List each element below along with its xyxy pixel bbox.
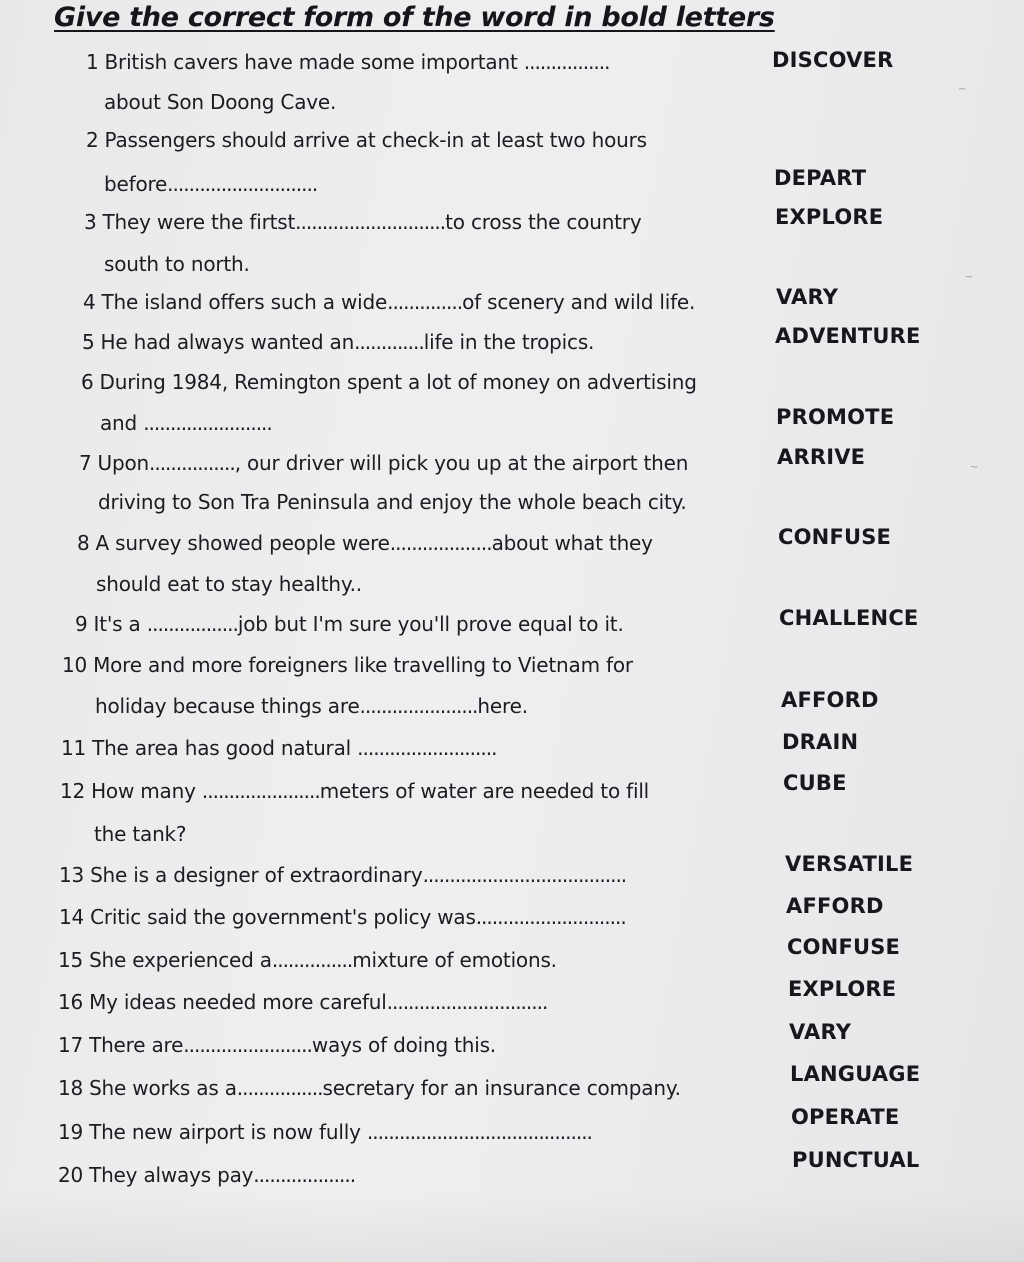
item-number: 5 xyxy=(82,330,95,354)
item-text: The area has good natural xyxy=(92,736,358,760)
item-number: 12 xyxy=(60,779,86,803)
item-20-line-1 xyxy=(58,1163,355,1187)
item-1-keyword: DISCOVER xyxy=(772,48,894,72)
item-text: secretary for an insurance company. xyxy=(322,1076,681,1100)
item-14-keyword: AFFORD xyxy=(786,894,884,918)
item-number: 11 xyxy=(61,736,87,760)
item-text: It's a xyxy=(93,612,147,636)
answer-blank: ................. xyxy=(146,612,238,636)
answer-blank: ............................ xyxy=(295,210,446,234)
item-14-line-1 xyxy=(59,905,626,929)
answer-blank: ................... xyxy=(389,531,492,555)
item-11-keyword: DRAIN xyxy=(782,730,859,754)
answer-blank: .............................. xyxy=(386,990,548,1014)
answer-blank: ................... xyxy=(253,1163,356,1187)
item-10-keyword: AFFORD xyxy=(781,688,879,712)
item-12-keyword: CUBE xyxy=(783,771,847,795)
item-16-keyword: EXPLORE xyxy=(788,977,897,1001)
item-number: 6 xyxy=(81,370,94,394)
item-3-line-1 xyxy=(84,210,641,234)
item-8-line-1 xyxy=(77,531,653,555)
answer-blank: ........................ xyxy=(183,1033,312,1057)
item-15-keyword: CONFUSE xyxy=(787,935,901,959)
item-text: job but I'm sure you'll prove equal to it. xyxy=(237,612,624,636)
item-text: Critic said the government's policy was xyxy=(90,905,476,929)
item-3-line-2 xyxy=(104,252,250,276)
item-text: British cavers have made some important xyxy=(104,50,524,74)
item-5-line-1 xyxy=(82,330,594,354)
item-text: here. xyxy=(477,694,528,718)
item-1-line-2 xyxy=(104,90,336,114)
item-text: and xyxy=(100,411,144,435)
item-text: The new airport is now fully xyxy=(89,1120,367,1144)
item-17-line-1 xyxy=(58,1033,496,1057)
answer-blank: ...................... xyxy=(201,779,320,803)
item-text: They were the firtst xyxy=(102,210,296,234)
item-8-line-2 xyxy=(96,572,362,596)
page-bottom-shadow xyxy=(0,1192,1024,1262)
item-text: should eat to stay healthy.. xyxy=(96,572,362,596)
item-6-keyword: PROMOTE xyxy=(776,405,895,429)
item-text: She experienced a xyxy=(89,948,272,972)
margin-speck: ~ xyxy=(970,462,979,473)
item-18-keyword: LANGUAGE xyxy=(790,1062,921,1086)
item-number: 2 xyxy=(86,128,99,152)
item-text: How many xyxy=(91,779,202,803)
item-text: holiday because things are xyxy=(95,694,360,718)
item-20-keyword: PUNCTUAL xyxy=(792,1148,920,1172)
item-19-keyword: OPERATE xyxy=(791,1105,900,1129)
item-number: 1 xyxy=(86,50,99,74)
item-1-line-1 xyxy=(86,50,610,74)
item-text: He had always wanted an xyxy=(100,330,355,354)
item-text: life in the tropics. xyxy=(423,330,595,354)
item-number: 4 xyxy=(83,290,96,314)
item-number: 3 xyxy=(84,210,97,234)
margin-speck: ~ xyxy=(965,272,974,283)
item-19-line-1 xyxy=(58,1120,592,1144)
item-4-keyword: VARY xyxy=(776,285,839,309)
item-12-line-2 xyxy=(94,822,186,846)
item-7-line-1 xyxy=(79,451,688,475)
item-text: , our driver will pick you up at the airport then xyxy=(234,451,689,475)
answer-blank: ................ xyxy=(523,50,610,74)
item-text: A survey showed people were xyxy=(95,531,390,555)
item-11-line-1 xyxy=(61,736,496,760)
item-text: south to north. xyxy=(104,252,250,276)
item-17-keyword: VARY xyxy=(789,1020,852,1044)
item-number: 20 xyxy=(58,1163,84,1187)
item-text: There are xyxy=(89,1033,184,1057)
item-7-keyword: ARRIVE xyxy=(777,445,866,469)
item-10-line-1 xyxy=(62,653,633,677)
item-text: During 1984, Remington spent a lot of money on advertising xyxy=(99,370,697,394)
item-number: 15 xyxy=(58,948,84,972)
answer-blank: ...................................... xyxy=(422,863,627,887)
item-6-line-1 xyxy=(81,370,697,394)
item-text: mixture of emotions. xyxy=(352,948,557,972)
item-text: before xyxy=(104,172,168,196)
item-9-keyword: CHALLENCE xyxy=(779,606,919,630)
item-7-line-2 xyxy=(98,490,687,514)
margin-speck: ~ xyxy=(958,84,967,95)
item-15-line-1 xyxy=(58,948,557,972)
item-text: the tank? xyxy=(94,822,187,846)
item-text: More and more foreigners like travelling to Vietnam for xyxy=(93,653,633,677)
item-text: of scenery and wild life. xyxy=(462,290,696,314)
answer-blank: ................ xyxy=(236,1076,323,1100)
item-number: 8 xyxy=(77,531,90,555)
item-number: 18 xyxy=(58,1076,84,1100)
answer-blank: ...................... xyxy=(359,694,478,718)
item-text: about Son Doong Cave. xyxy=(104,90,337,114)
answer-blank: ........................ xyxy=(143,411,272,435)
item-2-line-2 xyxy=(104,172,317,196)
item-number: 10 xyxy=(62,653,88,677)
item-number: 16 xyxy=(58,990,84,1014)
item-text: Passengers should arrive at check-in at least two hours xyxy=(104,128,647,152)
item-number: 17 xyxy=(58,1033,84,1057)
answer-blank: ............... xyxy=(271,948,353,972)
answer-blank: ................ xyxy=(148,451,235,475)
item-9-line-1 xyxy=(75,612,624,636)
item-text: driving to Son Tra Peninsula and enjoy the whole beach city. xyxy=(98,490,687,514)
item-text: meters of water are needed to fill xyxy=(319,779,650,803)
item-16-line-1 xyxy=(58,990,547,1014)
item-text: She is a designer of extraordinary xyxy=(90,863,423,887)
item-10-line-2 xyxy=(95,694,528,718)
item-number: 9 xyxy=(75,612,88,636)
answer-blank: ............................ xyxy=(167,172,318,196)
item-text: Upon xyxy=(97,451,149,475)
item-text: to cross the country xyxy=(445,210,642,234)
item-number: 19 xyxy=(58,1120,84,1144)
item-2-keyword: DEPART xyxy=(774,166,867,190)
item-number: 7 xyxy=(79,451,92,475)
answer-blank: .......................... xyxy=(357,736,497,760)
answer-blank: .......................................... xyxy=(366,1120,592,1144)
item-18-line-1 xyxy=(58,1076,681,1100)
item-4-line-1 xyxy=(83,290,695,314)
answer-blank: ............................ xyxy=(475,905,626,929)
item-13-line-1 xyxy=(59,863,626,887)
item-12-line-1 xyxy=(60,779,649,803)
item-text: ways of doing this. xyxy=(311,1033,496,1057)
item-text: about what they xyxy=(491,531,653,555)
worksheet-title: Give the correct form of the word in bold letters xyxy=(54,2,775,33)
item-number: 14 xyxy=(59,905,85,929)
item-text: They always pay xyxy=(89,1163,254,1187)
item-6-line-2 xyxy=(100,411,272,435)
item-2-line-1 xyxy=(86,128,647,152)
item-3-keyword: EXPLORE xyxy=(775,205,884,229)
answer-blank: .............. xyxy=(387,290,463,314)
item-text: My ideas needed more careful xyxy=(89,990,387,1014)
item-text: The island offers such a wide xyxy=(101,290,388,314)
answer-blank: ............. xyxy=(354,330,424,354)
item-8-keyword: CONFUSE xyxy=(778,525,892,549)
item-5-keyword: ADVENTURE xyxy=(775,324,921,348)
item-13-keyword: VERSATILE xyxy=(785,852,914,876)
item-text: She works as a xyxy=(89,1076,237,1100)
item-number: 13 xyxy=(59,863,85,887)
